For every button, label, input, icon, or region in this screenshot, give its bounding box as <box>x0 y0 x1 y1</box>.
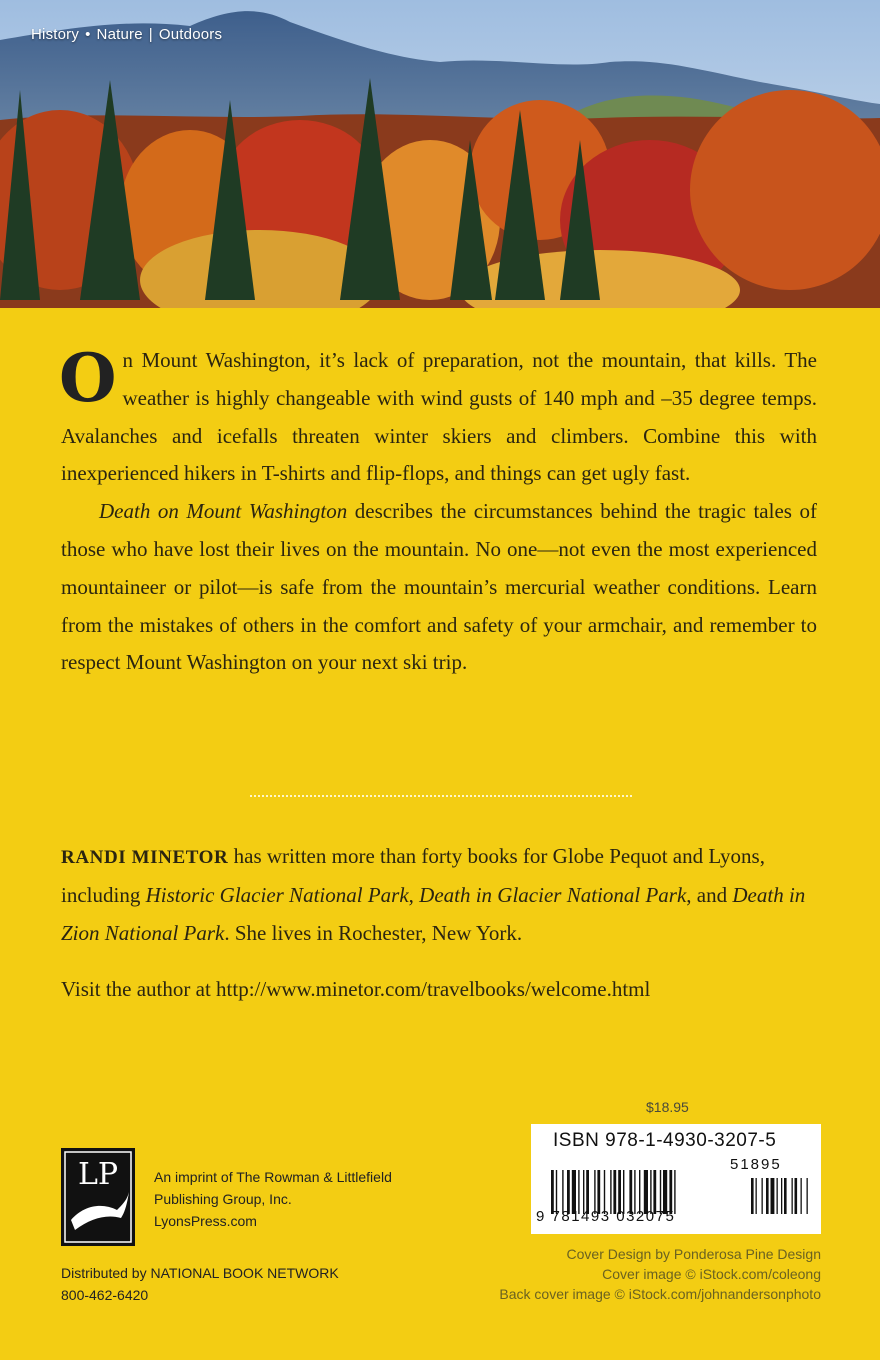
credit-cover-image: Cover image © iStock.com/coleong <box>602 1266 821 1282</box>
drop-cap: O <box>59 339 117 417</box>
barcode-box <box>531 1124 821 1234</box>
imprint-line-2: Publishing Group, Inc. <box>154 1191 292 1207</box>
book-description <box>59 339 818 682</box>
credit-back-image: Back cover image © iStock.com/johnandersonphoto <box>499 1286 821 1302</box>
description-paragraph-2: Death on Mount Washington describes the circumstances behind the tragic tales of those who have lost their lives on the mountain. No one—not even the most experienced mountaineer or pilot—is safe from the mountain’s mercurial weather conditions. Learn from the mistakes of others in the comfort and safety of your armchair, and remember to respect Mount Washington on your next ski trip. <box>61 499 818 675</box>
logo-letters: LP <box>77 1157 119 1192</box>
price: $18.95 <box>646 1099 689 1115</box>
category-history: History <box>31 26 80 43</box>
credit-design: Cover Design by Ponderosa Pine Design <box>566 1246 821 1262</box>
cover-photo <box>0 0 880 308</box>
category-line: History • Nature | Outdoors <box>31 26 223 43</box>
barcode-digits: 9 781493 032075 <box>536 1208 676 1225</box>
distributor-phone: 800-462-6420 <box>61 1287 149 1303</box>
imprint-line-1: An imprint of The Rowman & Littlefield <box>154 1169 392 1185</box>
price-code: 51895 <box>730 1156 782 1173</box>
imprint-info <box>154 1166 392 1232</box>
distributor: Distributed by NATIONAL BOOK NETWORK <box>61 1265 339 1281</box>
fish-icon <box>71 1192 129 1230</box>
isbn: ISBN 978-1-4930-3207-5 <box>553 1130 777 1151</box>
author-website: Visit the author at http://www.minetor.com/travelbooks/welcome.html <box>61 977 651 1002</box>
publisher-website: LyonsPress.com <box>154 1213 257 1229</box>
author-name: RANDI MINETOR <box>61 847 229 868</box>
bio-paragraph: RANDI MINETOR has written more than forty books for Globe Pequot and Lyons, including Historic Glacier National Park, Death in Glacier National Park, and Death in Zion National Park. She lives in Rochester, New York. <box>61 844 806 945</box>
distributor-info <box>61 1262 339 1306</box>
category-outdoors: Outdoors <box>158 26 223 43</box>
dotted-divider <box>250 795 632 797</box>
cover-credits <box>499 1244 821 1304</box>
author-bio <box>61 838 817 1028</box>
book-title: Death on Mount Washington <box>99 499 348 524</box>
category-nature: Nature <box>96 26 143 43</box>
publisher-logo <box>61 1148 135 1246</box>
description-paragraph-1: On Mount Washington, it’s lack of preparation, not the mountain, that kills. The weather is highly changeable with wind gusts of 140 mph and –35 degree temps. Avalanches and icefalls threaten winter skiers and climbers. Combine this with inexperienced hikers in T-shirts and flip-flops, and things can get ugly fast. <box>59 339 817 486</box>
